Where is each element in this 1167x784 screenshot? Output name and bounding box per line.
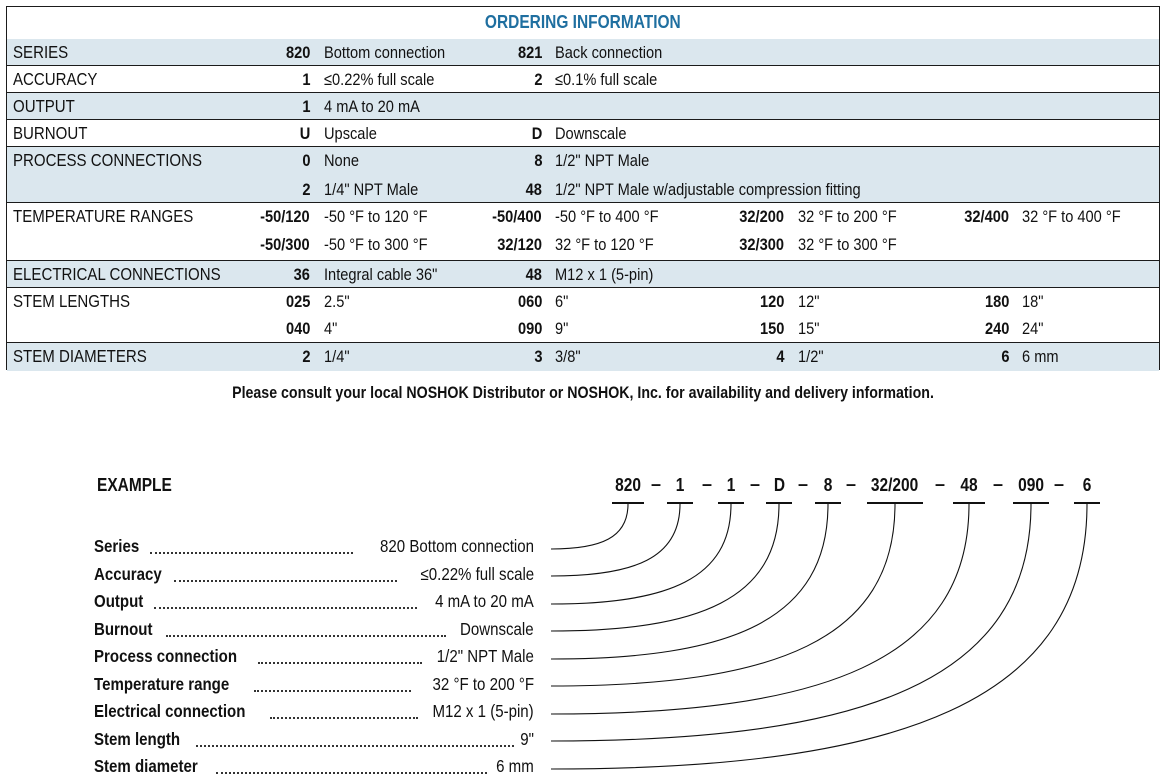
example-item-key: Accuracy bbox=[94, 564, 162, 584]
option-description: 1/4" NPT Male bbox=[324, 180, 419, 199]
option-description: 15" bbox=[798, 319, 820, 338]
option-code: 1 bbox=[301, 70, 310, 89]
row-label: PROCESS CONNECTIONS bbox=[13, 150, 202, 170]
option-description: -50 °F to 400 °F bbox=[555, 207, 659, 226]
example-code-part: D bbox=[773, 475, 785, 495]
option-code: 32/400 bbox=[964, 207, 1009, 226]
option-description: 32 °F to 200 °F bbox=[798, 207, 897, 226]
option-code: U bbox=[299, 124, 310, 143]
option-description: -50 °F to 120 °F bbox=[324, 207, 428, 226]
example-item-key: Process connection bbox=[94, 646, 238, 666]
row-label: SERIES bbox=[13, 42, 69, 62]
example-code-separator: – bbox=[797, 474, 808, 494]
option-description: ≤0.22% full scale bbox=[324, 70, 435, 89]
option-code: 060 bbox=[517, 292, 542, 311]
option-code: 2 bbox=[301, 180, 310, 199]
connector-line bbox=[551, 504, 828, 659]
option-code: 120 bbox=[759, 292, 784, 311]
example-item-value: 820 Bottom connection bbox=[380, 536, 534, 556]
option-code: 48 bbox=[525, 180, 542, 199]
connector-line bbox=[551, 504, 1087, 769]
example-item-value: 1/2" NPT Male bbox=[436, 646, 534, 666]
option-code: 4 bbox=[775, 347, 784, 366]
option-description: Upscale bbox=[324, 124, 377, 143]
example-item-value: 6 mm bbox=[496, 756, 534, 776]
option-code: 240 bbox=[984, 319, 1009, 338]
option-code: D bbox=[531, 124, 542, 143]
example-item-key: Burnout bbox=[94, 619, 153, 639]
example-item-key: Series bbox=[94, 536, 140, 556]
option-code: 8 bbox=[533, 151, 542, 170]
option-code: -50/400 bbox=[492, 207, 542, 226]
row-label: ELECTRICAL CONNECTIONS bbox=[13, 264, 221, 284]
example-code-separator: – bbox=[749, 474, 760, 494]
option-description: 32 °F to 300 °F bbox=[798, 235, 897, 254]
row-label: ACCURACY bbox=[13, 69, 98, 89]
example-item-key: Stem length bbox=[94, 729, 181, 749]
option-description: 32 °F to 120 °F bbox=[555, 235, 654, 254]
option-code: 32/300 bbox=[739, 235, 784, 254]
option-description: 6 mm bbox=[1022, 347, 1059, 366]
option-code: 820 bbox=[285, 43, 310, 62]
option-code: -50/120 bbox=[260, 207, 310, 226]
option-code: 180 bbox=[984, 292, 1009, 311]
example-code-part: 1 bbox=[675, 475, 685, 495]
option-description: 4" bbox=[324, 319, 338, 338]
option-code: 2 bbox=[301, 347, 310, 366]
option-description: None bbox=[324, 151, 359, 170]
row-label: OUTPUT bbox=[13, 96, 75, 116]
option-description: M12 x 1 (5-pin) bbox=[555, 265, 654, 284]
row-label: STEM LENGTHS bbox=[13, 291, 131, 311]
option-code: 2 bbox=[533, 70, 542, 89]
option-description: Bottom connection bbox=[324, 43, 446, 62]
option-description: 24" bbox=[1022, 319, 1044, 338]
example-item-key: Temperature range bbox=[94, 674, 230, 694]
option-description: 12" bbox=[798, 292, 820, 311]
row-label: TEMPERATURE RANGES bbox=[13, 206, 194, 226]
option-description: Back connection bbox=[555, 43, 663, 62]
example-code-separator: – bbox=[650, 474, 661, 494]
example-code-separator: – bbox=[1053, 474, 1064, 494]
option-description: 1/2" NPT Male bbox=[555, 151, 650, 170]
connector-line bbox=[551, 504, 1031, 741]
example-code-part: 6 bbox=[1082, 475, 1092, 495]
example-code-part: 48 bbox=[960, 475, 978, 495]
example-label: EXAMPLE bbox=[97, 475, 172, 495]
option-description: 6" bbox=[555, 292, 569, 311]
example-item-key: Output bbox=[94, 591, 144, 611]
example-item-value: 4 mA to 20 mA bbox=[435, 591, 534, 611]
consult-note: Please consult your local NOSHOK Distributor or NOSHOK, Inc. for availability and delivery information. bbox=[232, 384, 935, 402]
example-item-value: Downscale bbox=[460, 619, 534, 639]
connector-line bbox=[551, 504, 895, 686]
connector-line bbox=[551, 504, 628, 549]
option-description: 4 mA to 20 mA bbox=[324, 97, 420, 116]
connector-line bbox=[551, 504, 731, 604]
option-code: 0 bbox=[301, 151, 310, 170]
example-item-key: Stem diameter bbox=[94, 756, 198, 776]
option-description: 32 °F to 400 °F bbox=[1022, 207, 1121, 226]
example-item-value: ≤0.22% full scale bbox=[420, 564, 534, 584]
option-description: 1/4" bbox=[324, 347, 350, 366]
example-code-separator: – bbox=[701, 474, 712, 494]
option-description: Integral cable 36" bbox=[324, 265, 438, 284]
row-label: STEM DIAMETERS bbox=[13, 346, 147, 366]
example-code-part: 32/200 bbox=[871, 475, 919, 495]
example-code-separator: – bbox=[845, 474, 856, 494]
option-code: -50/300 bbox=[260, 235, 310, 254]
example-code-part: 090 bbox=[1018, 475, 1044, 495]
example-item-key: Electrical connection bbox=[94, 701, 246, 721]
table-title: ORDERING INFORMATION bbox=[7, 7, 1159, 40]
option-code: 32/120 bbox=[497, 235, 542, 254]
connector-line bbox=[551, 504, 779, 631]
option-code: 6 bbox=[1000, 347, 1009, 366]
example-code-separator: – bbox=[992, 474, 1003, 494]
option-code: 32/200 bbox=[739, 207, 784, 226]
example-item-value: 32 °F to 200 °F bbox=[432, 674, 534, 694]
option-code: 821 bbox=[517, 43, 542, 62]
example-code-part: 1 bbox=[726, 475, 736, 495]
option-code: 150 bbox=[759, 319, 784, 338]
option-code: 025 bbox=[285, 292, 310, 311]
option-code: 040 bbox=[285, 319, 310, 338]
connector-line bbox=[551, 504, 680, 576]
option-code: 3 bbox=[533, 347, 542, 366]
example-item-value: 9" bbox=[520, 729, 534, 749]
option-description: 9" bbox=[555, 319, 569, 338]
option-description: 1/2" bbox=[798, 347, 824, 366]
option-code: 48 bbox=[525, 265, 542, 284]
option-description: Downscale bbox=[555, 124, 627, 143]
option-description: 3/8" bbox=[555, 347, 581, 366]
example-code-part: 8 bbox=[823, 475, 833, 495]
option-code: 1 bbox=[301, 97, 310, 116]
option-description: 18" bbox=[1022, 292, 1044, 311]
option-description: -50 °F to 300 °F bbox=[324, 235, 428, 254]
option-description: ≤0.1% full scale bbox=[555, 70, 658, 89]
example-code-part: 820 bbox=[615, 475, 641, 495]
option-code: 36 bbox=[293, 265, 310, 284]
row-label: BURNOUT bbox=[13, 123, 88, 143]
option-description: 2.5" bbox=[324, 292, 350, 311]
option-description: 1/2" NPT Male w/adjustable compression fitting bbox=[555, 180, 861, 199]
example-code-separator: – bbox=[934, 474, 945, 494]
example-item-value: M12 x 1 (5-pin) bbox=[432, 701, 534, 721]
option-code: 090 bbox=[517, 319, 542, 338]
